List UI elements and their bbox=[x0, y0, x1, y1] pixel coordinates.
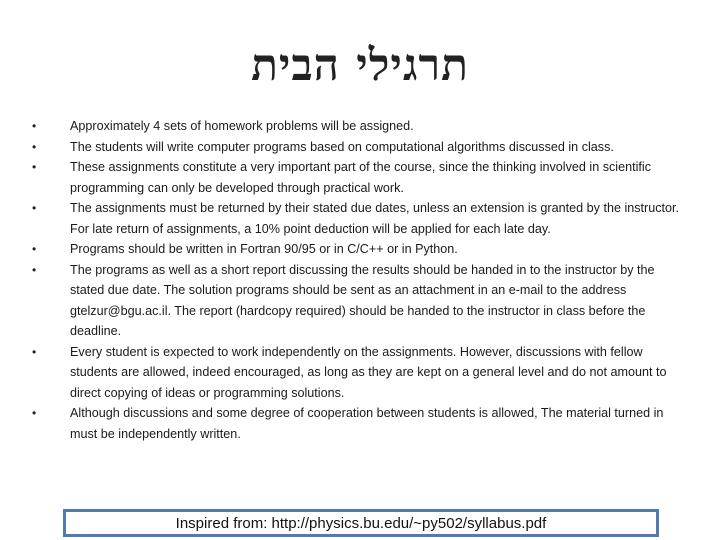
bullet-icon: • bbox=[32, 262, 37, 277]
list-item bbox=[32, 198, 684, 239]
list-item bbox=[32, 342, 684, 404]
bullet-list bbox=[32, 116, 684, 444]
bullet-text: These assignments constitute a very important part of the course, since the thinking involved in scientific programming can only be developed through practical work. bbox=[70, 160, 652, 195]
bullet-text: Every student is expected to work independently on the assignments. However, discussions with fellow students are allowed, indeed encouraged, as long as they are kept on a general level and do not amount to direct copying of ideas or programming solutions. bbox=[70, 344, 667, 400]
bullet-icon: • bbox=[32, 160, 37, 174]
bullet-icon: • bbox=[32, 242, 37, 256]
bullet-icon: • bbox=[32, 406, 37, 420]
bullet-icon: • bbox=[32, 119, 37, 133]
list-item bbox=[32, 260, 684, 342]
bullet-text: The assignments must be returned by their stated due dates, unless an extension is granted by the instructor. For late return of assignments, a 10% point deduction will be applied for each late day. bbox=[70, 201, 680, 236]
list-item bbox=[32, 239, 684, 260]
bullet-text: The students will write computer programs based on computational algorithms discussed in class. bbox=[70, 139, 614, 154]
source-note-text: Inspired from: http://physics.bu.edu/~py502/syllabus.pdf bbox=[175, 514, 547, 532]
source-note-box bbox=[63, 509, 659, 537]
bullet-text: The programs as well as a short report discussing the results should be handed in to the instructor by the stated due date. The solution programs should be sent as an attachment in an e-mail to the address gtelzur@bgu.ac.il. The report (hardcopy required) should be handed to the instructor in class before the deadline. bbox=[70, 262, 655, 338]
bullet-text: Approximately 4 sets of homework problems will be assigned. bbox=[70, 119, 414, 133]
slide-title: תרגילי הבית bbox=[251, 40, 469, 91]
list-item bbox=[32, 116, 684, 137]
bullet-icon: • bbox=[32, 139, 37, 154]
list-item bbox=[32, 137, 684, 158]
bullet-icon: • bbox=[32, 344, 37, 359]
bullet-icon: • bbox=[32, 201, 37, 215]
list-item bbox=[32, 403, 684, 444]
bullet-text: Programs should be written in Fortran 90/95 or in C/C++ or in Python. bbox=[70, 242, 458, 256]
bullet-text: Although discussions and some degree of cooperation between students is allowed, The material turned in must be independently written. bbox=[70, 406, 664, 441]
list-item bbox=[32, 157, 684, 198]
